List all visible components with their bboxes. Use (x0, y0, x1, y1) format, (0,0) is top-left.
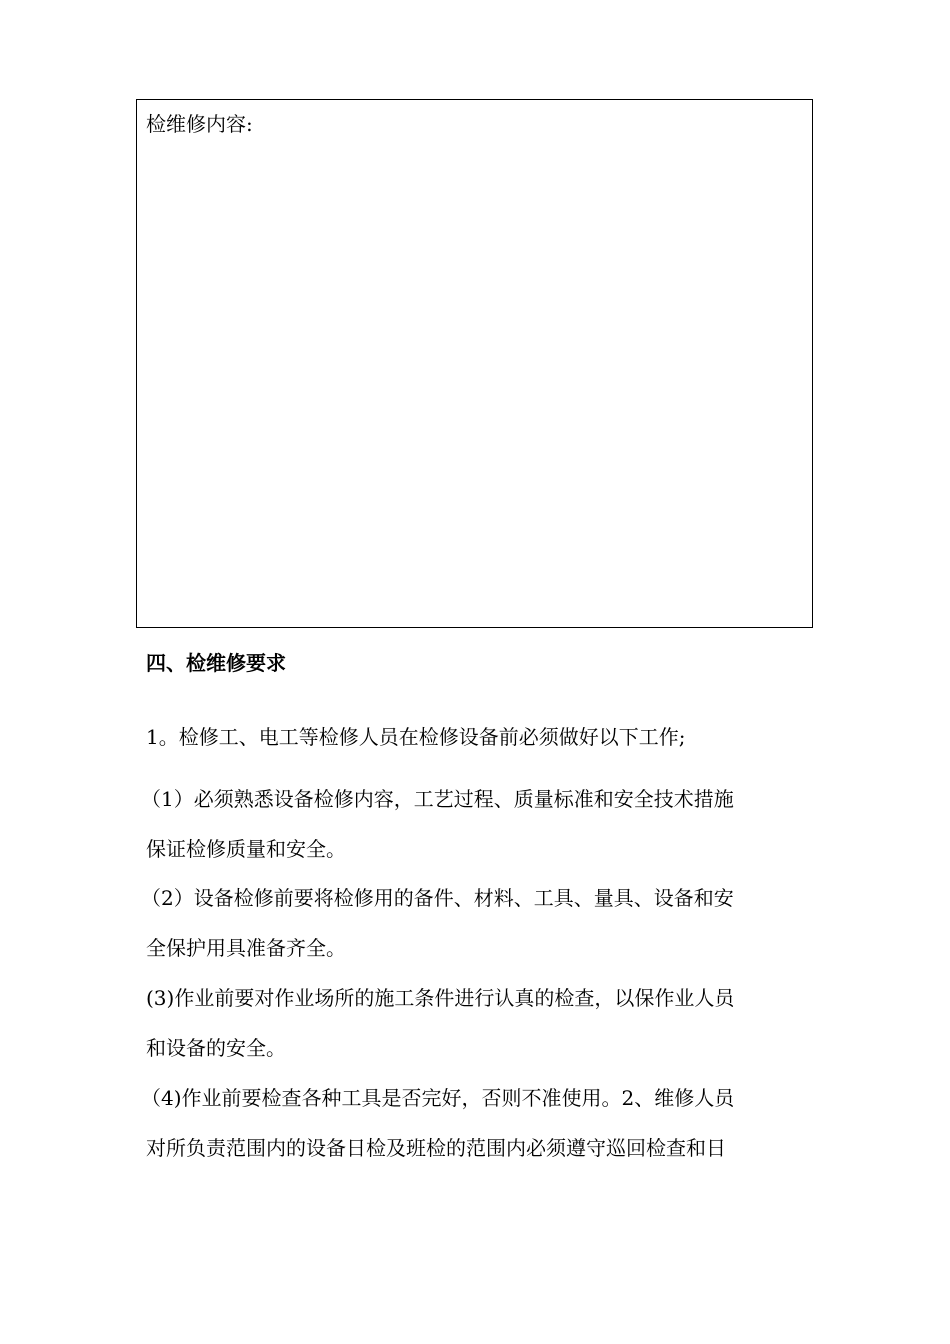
paragraph-line: 和设备的安全。 (146, 1036, 286, 1060)
paragraph-line: 1。检修工、电工等检修人员在检修设备前必须做好以下工作; (146, 725, 686, 749)
paragraph-line: （2）设备检修前要将检修用的备件、材料、工具、量具、设备和安 (141, 886, 734, 910)
section-heading: 四、检维修要求 (146, 651, 286, 675)
paragraph-line: 对所负责范围内的设备日检及班检的范围内必须遵守巡回检查和日 (146, 1136, 726, 1160)
paragraph-line: （1）必须熟悉设备检修内容，工艺过程、质量标准和安全技术措施 (141, 787, 734, 811)
paragraph-line: (3)作业前要对作业场所的施工条件进行认真的检查，以保作业人员 (146, 986, 735, 1010)
maintenance-content-label: 检维修内容: (146, 112, 253, 136)
paragraph-line: （4)作业前要检查各种工具是否完好，否则不准使用。2、维修人员 (141, 1086, 735, 1110)
paragraph-line: 保证检修质量和安全。 (146, 837, 346, 861)
maintenance-content-box (136, 99, 813, 628)
paragraph-line: 全保护用具准备齐全。 (146, 936, 346, 960)
